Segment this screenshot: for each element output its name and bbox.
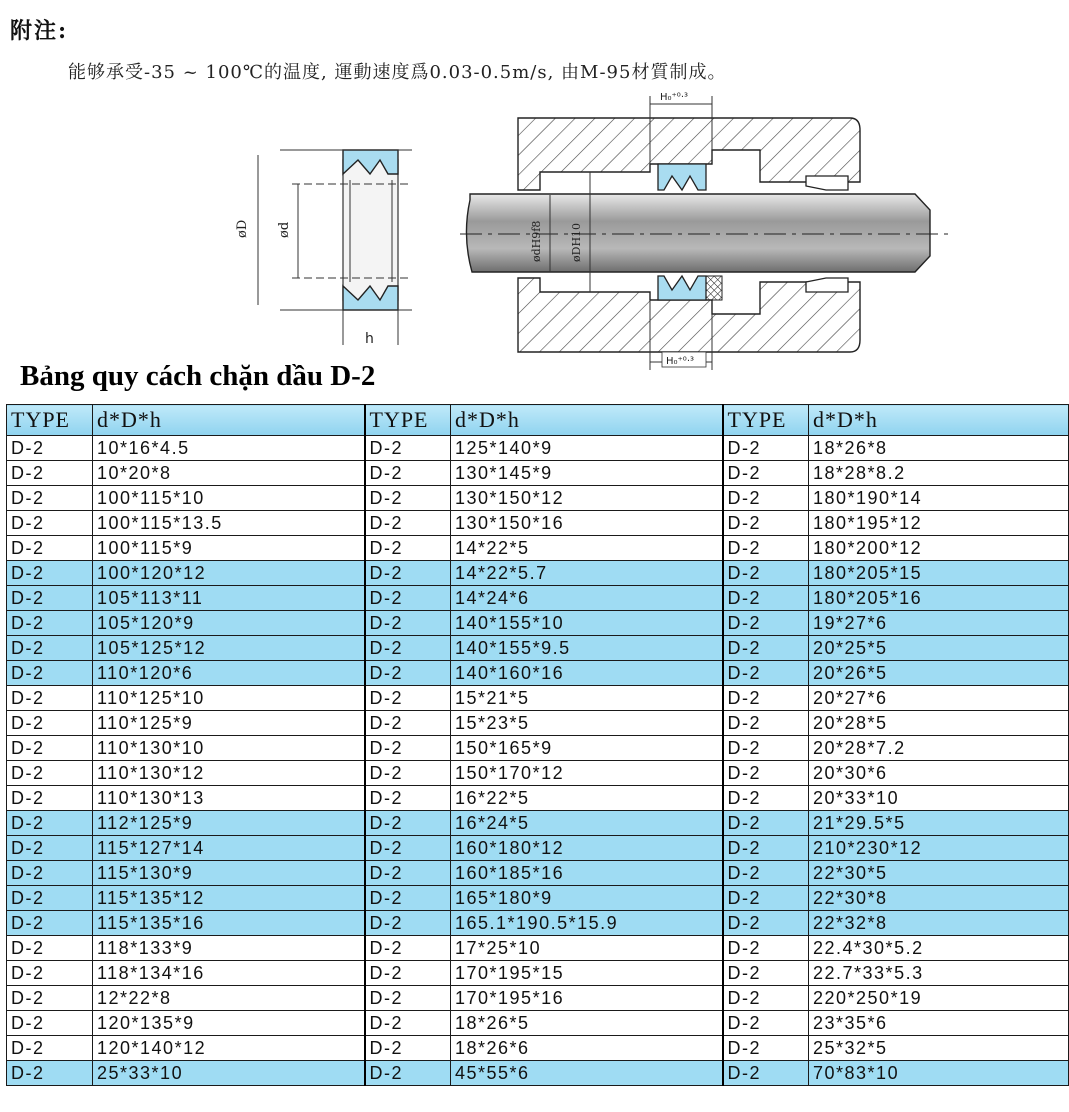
cell-type: D-2	[723, 711, 809, 736]
cell-type: D-2	[365, 761, 451, 786]
spec-table	[6, 404, 1069, 1086]
table-row	[7, 661, 1069, 686]
cell-size: 110*130*12	[93, 761, 365, 786]
cell-size: 165*180*9	[451, 886, 723, 911]
table-row	[7, 586, 1069, 611]
cell-type: D-2	[7, 986, 93, 1011]
cell-size: 160*185*16	[451, 861, 723, 886]
cell-type: D-2	[723, 461, 809, 486]
cell-size: 140*160*16	[451, 661, 723, 686]
cell-type: D-2	[365, 986, 451, 1011]
cell-type: D-2	[723, 536, 809, 561]
label-bottom-dim: H₀⁺⁰·³	[666, 356, 695, 367]
cell-type: D-2	[7, 661, 93, 686]
cell-size: 20*28*5	[809, 711, 1069, 736]
cell-size: 105*125*12	[93, 636, 365, 661]
cell-type: D-2	[365, 536, 451, 561]
cell-type: D-2	[365, 511, 451, 536]
cell-size: 20*33*10	[809, 786, 1069, 811]
cell-type: D-2	[7, 686, 93, 711]
cell-type: D-2	[365, 861, 451, 886]
cell-type: D-2	[7, 886, 93, 911]
cell-size: 140*155*10	[451, 611, 723, 636]
cell-type: D-2	[723, 661, 809, 686]
table-row	[7, 536, 1069, 561]
cell-type: D-2	[723, 786, 809, 811]
cell-type: D-2	[365, 661, 451, 686]
cell-size: 120*140*12	[93, 1036, 365, 1061]
label-rod-fit: ødH9f8	[530, 220, 543, 262]
cell-type: D-2	[365, 711, 451, 736]
cell-type: D-2	[365, 836, 451, 861]
cell-type: D-2	[7, 1036, 93, 1061]
cell-type: D-2	[723, 911, 809, 936]
cell-size: 170*195*15	[451, 961, 723, 986]
cell-size: 22*30*8	[809, 886, 1069, 911]
table-row	[7, 686, 1069, 711]
wiper-top	[806, 176, 848, 190]
cell-type: D-2	[723, 1036, 809, 1061]
header-size-1: d*D*h	[93, 405, 365, 436]
table-header-row	[7, 405, 1069, 436]
table-row	[7, 1036, 1069, 1061]
cell-size: 100*120*12	[93, 561, 365, 586]
cell-size: 15*21*5	[451, 686, 723, 711]
cell-type: D-2	[723, 486, 809, 511]
cell-size: 18*28*8.2	[809, 461, 1069, 486]
table-row	[7, 961, 1069, 986]
cell-size: 118*134*16	[93, 961, 365, 986]
cell-type: D-2	[723, 861, 809, 886]
cell-type: D-2	[365, 611, 451, 636]
label-height: h	[365, 331, 374, 347]
cell-size: 210*230*12	[809, 836, 1069, 861]
table-row	[7, 1011, 1069, 1036]
cell-type: D-2	[7, 711, 93, 736]
cell-type: D-2	[7, 786, 93, 811]
cell-size: 18*26*6	[451, 1036, 723, 1061]
table-row	[7, 886, 1069, 911]
cell-size: 150*170*12	[451, 761, 723, 786]
table-row	[7, 861, 1069, 886]
cell-type: D-2	[365, 1011, 451, 1036]
label-outer-dia: øD	[235, 219, 250, 238]
seal-section-view	[235, 150, 412, 347]
cell-size: 180*205*15	[809, 561, 1069, 586]
cell-size: 110*125*9	[93, 711, 365, 736]
cell-type: D-2	[723, 636, 809, 661]
cell-type: D-2	[723, 511, 809, 536]
table-row	[7, 611, 1069, 636]
cell-size: 18*26*5	[451, 1011, 723, 1036]
cell-type: D-2	[723, 736, 809, 761]
cell-type: D-2	[7, 1061, 93, 1086]
table-row	[7, 836, 1069, 861]
cell-size: 22*30*5	[809, 861, 1069, 886]
cell-type: D-2	[7, 536, 93, 561]
wiper-bottom	[806, 278, 848, 292]
cell-size: 180*190*14	[809, 486, 1069, 511]
cell-type: D-2	[365, 961, 451, 986]
cell-type: D-2	[365, 636, 451, 661]
cell-size: 105*120*9	[93, 611, 365, 636]
cell-size: 22.4*30*5.2	[809, 936, 1069, 961]
cell-size: 20*26*5	[809, 661, 1069, 686]
cell-type: D-2	[7, 1011, 93, 1036]
header-type-2: TYPE	[365, 405, 451, 436]
cell-type: D-2	[723, 611, 809, 636]
cell-size: 25*32*5	[809, 1036, 1069, 1061]
table-row	[7, 786, 1069, 811]
cell-type: D-2	[7, 961, 93, 986]
assembly-section-view	[460, 92, 950, 370]
cell-size: 15*23*5	[451, 711, 723, 736]
table-row	[7, 811, 1069, 836]
cell-type: D-2	[7, 861, 93, 886]
cell-type: D-2	[723, 586, 809, 611]
cell-type: D-2	[365, 586, 451, 611]
cell-type: D-2	[7, 936, 93, 961]
cell-size: 115*130*9	[93, 861, 365, 886]
cell-size: 45*55*6	[451, 1061, 723, 1086]
cell-size: 130*150*12	[451, 486, 723, 511]
cell-type: D-2	[723, 961, 809, 986]
cell-size: 180*200*12	[809, 536, 1069, 561]
cell-type: D-2	[365, 486, 451, 511]
cell-type: D-2	[7, 761, 93, 786]
cell-type: D-2	[7, 611, 93, 636]
cell-size: 21*29.5*5	[809, 811, 1069, 836]
cell-size: 23*35*6	[809, 1011, 1069, 1036]
cell-type: D-2	[7, 636, 93, 661]
table-row	[7, 511, 1069, 536]
table-row	[7, 736, 1069, 761]
cell-size: 18*26*8	[809, 436, 1069, 461]
cell-size: 115*135*12	[93, 886, 365, 911]
cell-size: 70*83*10	[809, 1061, 1069, 1086]
table-row	[7, 711, 1069, 736]
table-row	[7, 761, 1069, 786]
cell-size: 150*165*9	[451, 736, 723, 761]
cell-type: D-2	[723, 761, 809, 786]
cell-type: D-2	[365, 736, 451, 761]
table-row	[7, 911, 1069, 936]
cell-size: 140*155*9.5	[451, 636, 723, 661]
cell-size: 105*113*11	[93, 586, 365, 611]
cell-size: 14*22*5	[451, 536, 723, 561]
cell-size: 16*24*5	[451, 811, 723, 836]
label-inner-dia: ød	[277, 221, 292, 238]
cell-size: 220*250*19	[809, 986, 1069, 1011]
cell-size: 14*24*6	[451, 586, 723, 611]
cell-type: D-2	[365, 911, 451, 936]
cell-size: 130*150*16	[451, 511, 723, 536]
cell-type: D-2	[723, 436, 809, 461]
cell-size: 100*115*9	[93, 536, 365, 561]
header-size-2: d*D*h	[451, 405, 723, 436]
table-row	[7, 461, 1069, 486]
cell-type: D-2	[365, 686, 451, 711]
technical-drawing	[0, 0, 1068, 367]
cell-type: D-2	[723, 986, 809, 1011]
cell-size: 16*22*5	[451, 786, 723, 811]
cell-type: D-2	[365, 436, 451, 461]
cell-type: D-2	[723, 1011, 809, 1036]
cell-size: 112*125*9	[93, 811, 365, 836]
cell-size: 118*133*9	[93, 936, 365, 961]
cell-size: 22*32*8	[809, 911, 1069, 936]
label-bore-fit: øDH10	[570, 222, 583, 262]
cell-type: D-2	[7, 511, 93, 536]
cell-size: 20*28*7.2	[809, 736, 1069, 761]
cell-type: D-2	[723, 836, 809, 861]
cell-size: 180*195*12	[809, 511, 1069, 536]
note-text: 能够承受-35 ~ 100℃的温度, 運動速度爲0.03-0.5m/s, 由M-95材質制成。	[68, 62, 727, 83]
cell-type: D-2	[7, 561, 93, 586]
cell-size: 100*115*13.5	[93, 511, 365, 536]
cell-type: D-2	[365, 886, 451, 911]
label-top-dim: H₀⁺⁰·³	[660, 92, 689, 103]
table-row	[7, 636, 1069, 661]
cell-type: D-2	[7, 736, 93, 761]
cell-type: D-2	[365, 561, 451, 586]
cell-size: 110*130*10	[93, 736, 365, 761]
table-row	[7, 561, 1069, 586]
cell-size: 10*20*8	[93, 461, 365, 486]
cell-type: D-2	[365, 936, 451, 961]
cell-size: 110*120*6	[93, 661, 365, 686]
cell-size: 125*140*9	[451, 436, 723, 461]
cell-size: 120*135*9	[93, 1011, 365, 1036]
cell-type: D-2	[7, 911, 93, 936]
cell-type: D-2	[365, 811, 451, 836]
table-row	[7, 1061, 1069, 1086]
cell-size: 20*27*6	[809, 686, 1069, 711]
cell-size: 110*130*13	[93, 786, 365, 811]
cell-type: D-2	[365, 1061, 451, 1086]
cell-type: D-2	[7, 811, 93, 836]
cell-type: D-2	[723, 886, 809, 911]
cell-size: 165.1*190.5*15.9	[451, 911, 723, 936]
cell-size: 10*16*4.5	[93, 436, 365, 461]
cell-size: 20*25*5	[809, 636, 1069, 661]
spec-table-title: Bảng quy cách chặn dầu D-2	[20, 360, 376, 392]
cell-size: 25*33*10	[93, 1061, 365, 1086]
cell-type: D-2	[723, 936, 809, 961]
cell-size: 110*125*10	[93, 686, 365, 711]
cell-type: D-2	[7, 586, 93, 611]
header-type-3: TYPE	[723, 405, 809, 436]
table-row	[7, 436, 1069, 461]
cell-size: 130*145*9	[451, 461, 723, 486]
table-row	[7, 986, 1069, 1011]
backup-ring	[706, 276, 722, 300]
cell-type: D-2	[723, 811, 809, 836]
table-row	[7, 936, 1069, 961]
cell-type: D-2	[723, 561, 809, 586]
cell-type: D-2	[723, 686, 809, 711]
header-size-3: d*D*h	[809, 405, 1069, 436]
cell-size: 115*135*16	[93, 911, 365, 936]
cell-size: 180*205*16	[809, 586, 1069, 611]
cell-type: D-2	[7, 836, 93, 861]
cell-type: D-2	[7, 461, 93, 486]
cell-type: D-2	[723, 1061, 809, 1086]
cell-size: 12*22*8	[93, 986, 365, 1011]
cell-size: 160*180*12	[451, 836, 723, 861]
header-type-1: TYPE	[7, 405, 93, 436]
cell-size: 100*115*10	[93, 486, 365, 511]
cell-size: 14*22*5.7	[451, 561, 723, 586]
cell-type: D-2	[365, 1036, 451, 1061]
cell-size: 170*195*16	[451, 986, 723, 1011]
note-title: 附注:	[10, 18, 69, 44]
table-row	[7, 486, 1069, 511]
assembly-seal-top	[658, 164, 706, 190]
cell-size: 19*27*6	[809, 611, 1069, 636]
cell-size: 22.7*33*5.3	[809, 961, 1069, 986]
cell-type: D-2	[7, 436, 93, 461]
cell-size: 20*30*6	[809, 761, 1069, 786]
cell-size: 17*25*10	[451, 936, 723, 961]
table-body	[7, 436, 1069, 1086]
cell-size: 115*127*14	[93, 836, 365, 861]
cell-type: D-2	[365, 461, 451, 486]
cell-type: D-2	[7, 486, 93, 511]
cell-type: D-2	[365, 786, 451, 811]
assembly-seal-bottom	[658, 276, 706, 300]
